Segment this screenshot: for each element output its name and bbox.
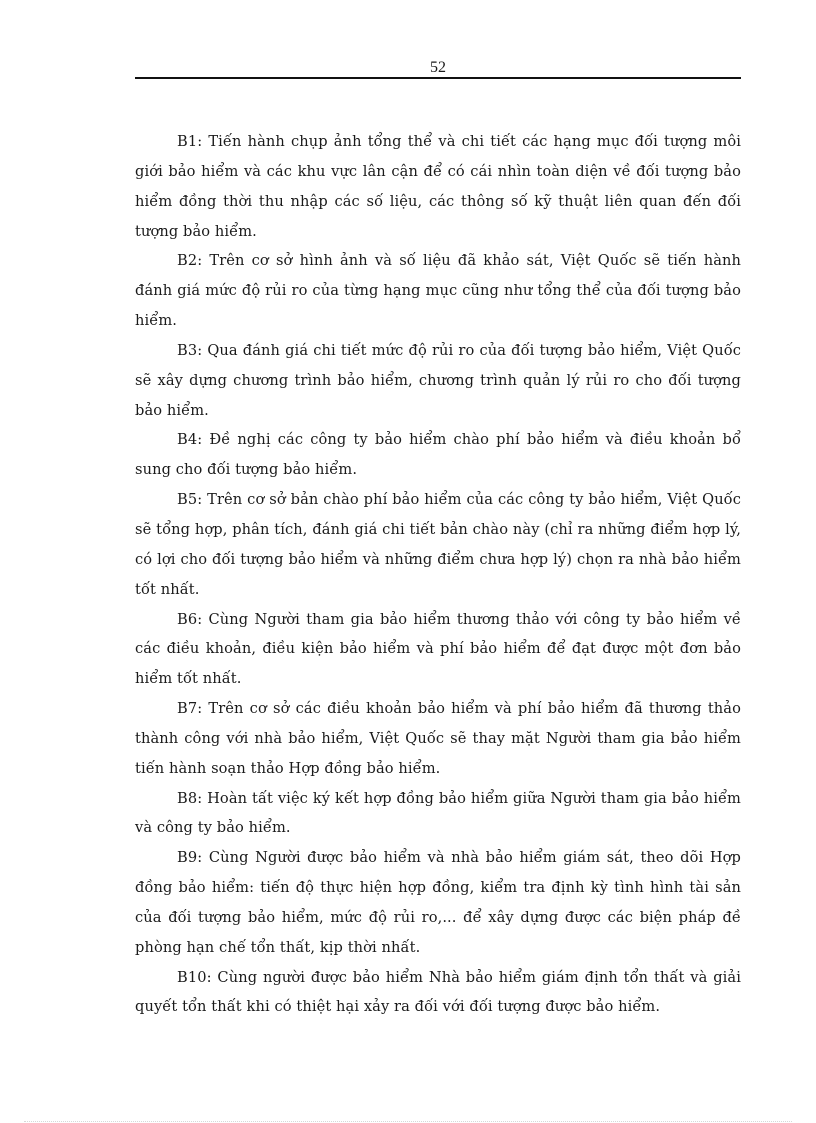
- paragraph-b3: B3: Qua đánh giá chi tiết mức độ rủi ro của đối tượng bảo hiểm, Việt Quốc sẽ xây dựng chương trình bảo hiểm, chương trình quản lý rủi ro cho đối tượng bảo hiểm.: [135, 341, 741, 419]
- paragraph-b1: B1: Tiến hành chụp ảnh tổng thể và chi tiết các hạng mục đối tượng môi giới bảo hiểm và các khu vực lân cận để có cái nhìn toàn diện về đối tượng bảo hiểm đồng thời thu nhập các số liệu, các thông số kỹ thuật liên quan đến đối tượng bảo hiểm.: [135, 133, 741, 240]
- page-number: 52: [430, 59, 446, 76]
- paragraph-b8: B8: Hoàn tất việc ký kết hợp đồng bảo hiểm giữa Người tham gia bảo hiểm và công ty bảo hiểm.: [135, 789, 741, 837]
- paragraph-b2: B2: Trên cơ sở hình ảnh và số liệu đã khảo sát, Việt Quốc sẽ tiến hành đánh giá mức độ rủi ro của từng hạng mục cũng như tổng thể của đối tượng bảo hiểm.: [135, 252, 741, 330]
- paragraph-b7: B7: Trên cơ sở các điều khoản bảo hiểm và phí bảo hiểm đã thương thảo thành công với nhà bảo hiểm, Việt Quốc sẽ thay mặt Người tham gia bảo hiểm tiến hành soạn thảo Hợp đồng bảo hiểm.: [135, 700, 741, 777]
- paragraph-b6: B6: Cùng Người tham gia bảo hiểm thương thảo với công ty bảo hiểm về các điều khoản, điều kiện bảo hiểm và phí bảo hiểm để đạt được một đơn bảo hiểm tốt nhất.: [135, 610, 741, 688]
- paragraph-b4: B4: Đề nghị các công ty bảo hiểm chào phí bảo hiểm và điều khoản bổ sung cho đối tượng bảo hiểm.: [135, 431, 741, 479]
- paragraph-b10: B10: Cùng người được bảo hiểm Nhà bảo hiểm giám định tổn thất và giải quyết tổn thất khi có thiệt hại xảy ra đối với đối tượng được bảo hiểm.: [135, 968, 741, 1016]
- header-divider: [135, 77, 741, 79]
- footer-divider: [24, 1121, 792, 1122]
- document-body: [135, 127, 741, 1022]
- paragraph-b9: B9: Cùng Người được bảo hiểm và nhà bảo hiểm giám sát, theo dõi Hợp đồng bảo hiểm: tiến độ thực hiện hợp đồng, kiểm tra định kỳ tình hình tài sản của đối tượng bảo hiểm, mức độ rủi ro,... để xây dựng được các biện pháp đề phòng hạn chế tổn thất, kịp thời nhất.: [135, 849, 741, 956]
- paragraph-b5: B5: Trên cơ sở bản chào phí bảo hiểm của các công ty bảo hiểm, Việt Quốc sẽ tổng hợp, phân tích, đánh giá chi tiết bản chào này (chỉ ra những điểm hợp lý, có lợi cho đối tượng bảo hiểm và những điểm chưa hợp lý) chọn ra nhà bảo hiểm tốt nhất.: [135, 491, 741, 598]
